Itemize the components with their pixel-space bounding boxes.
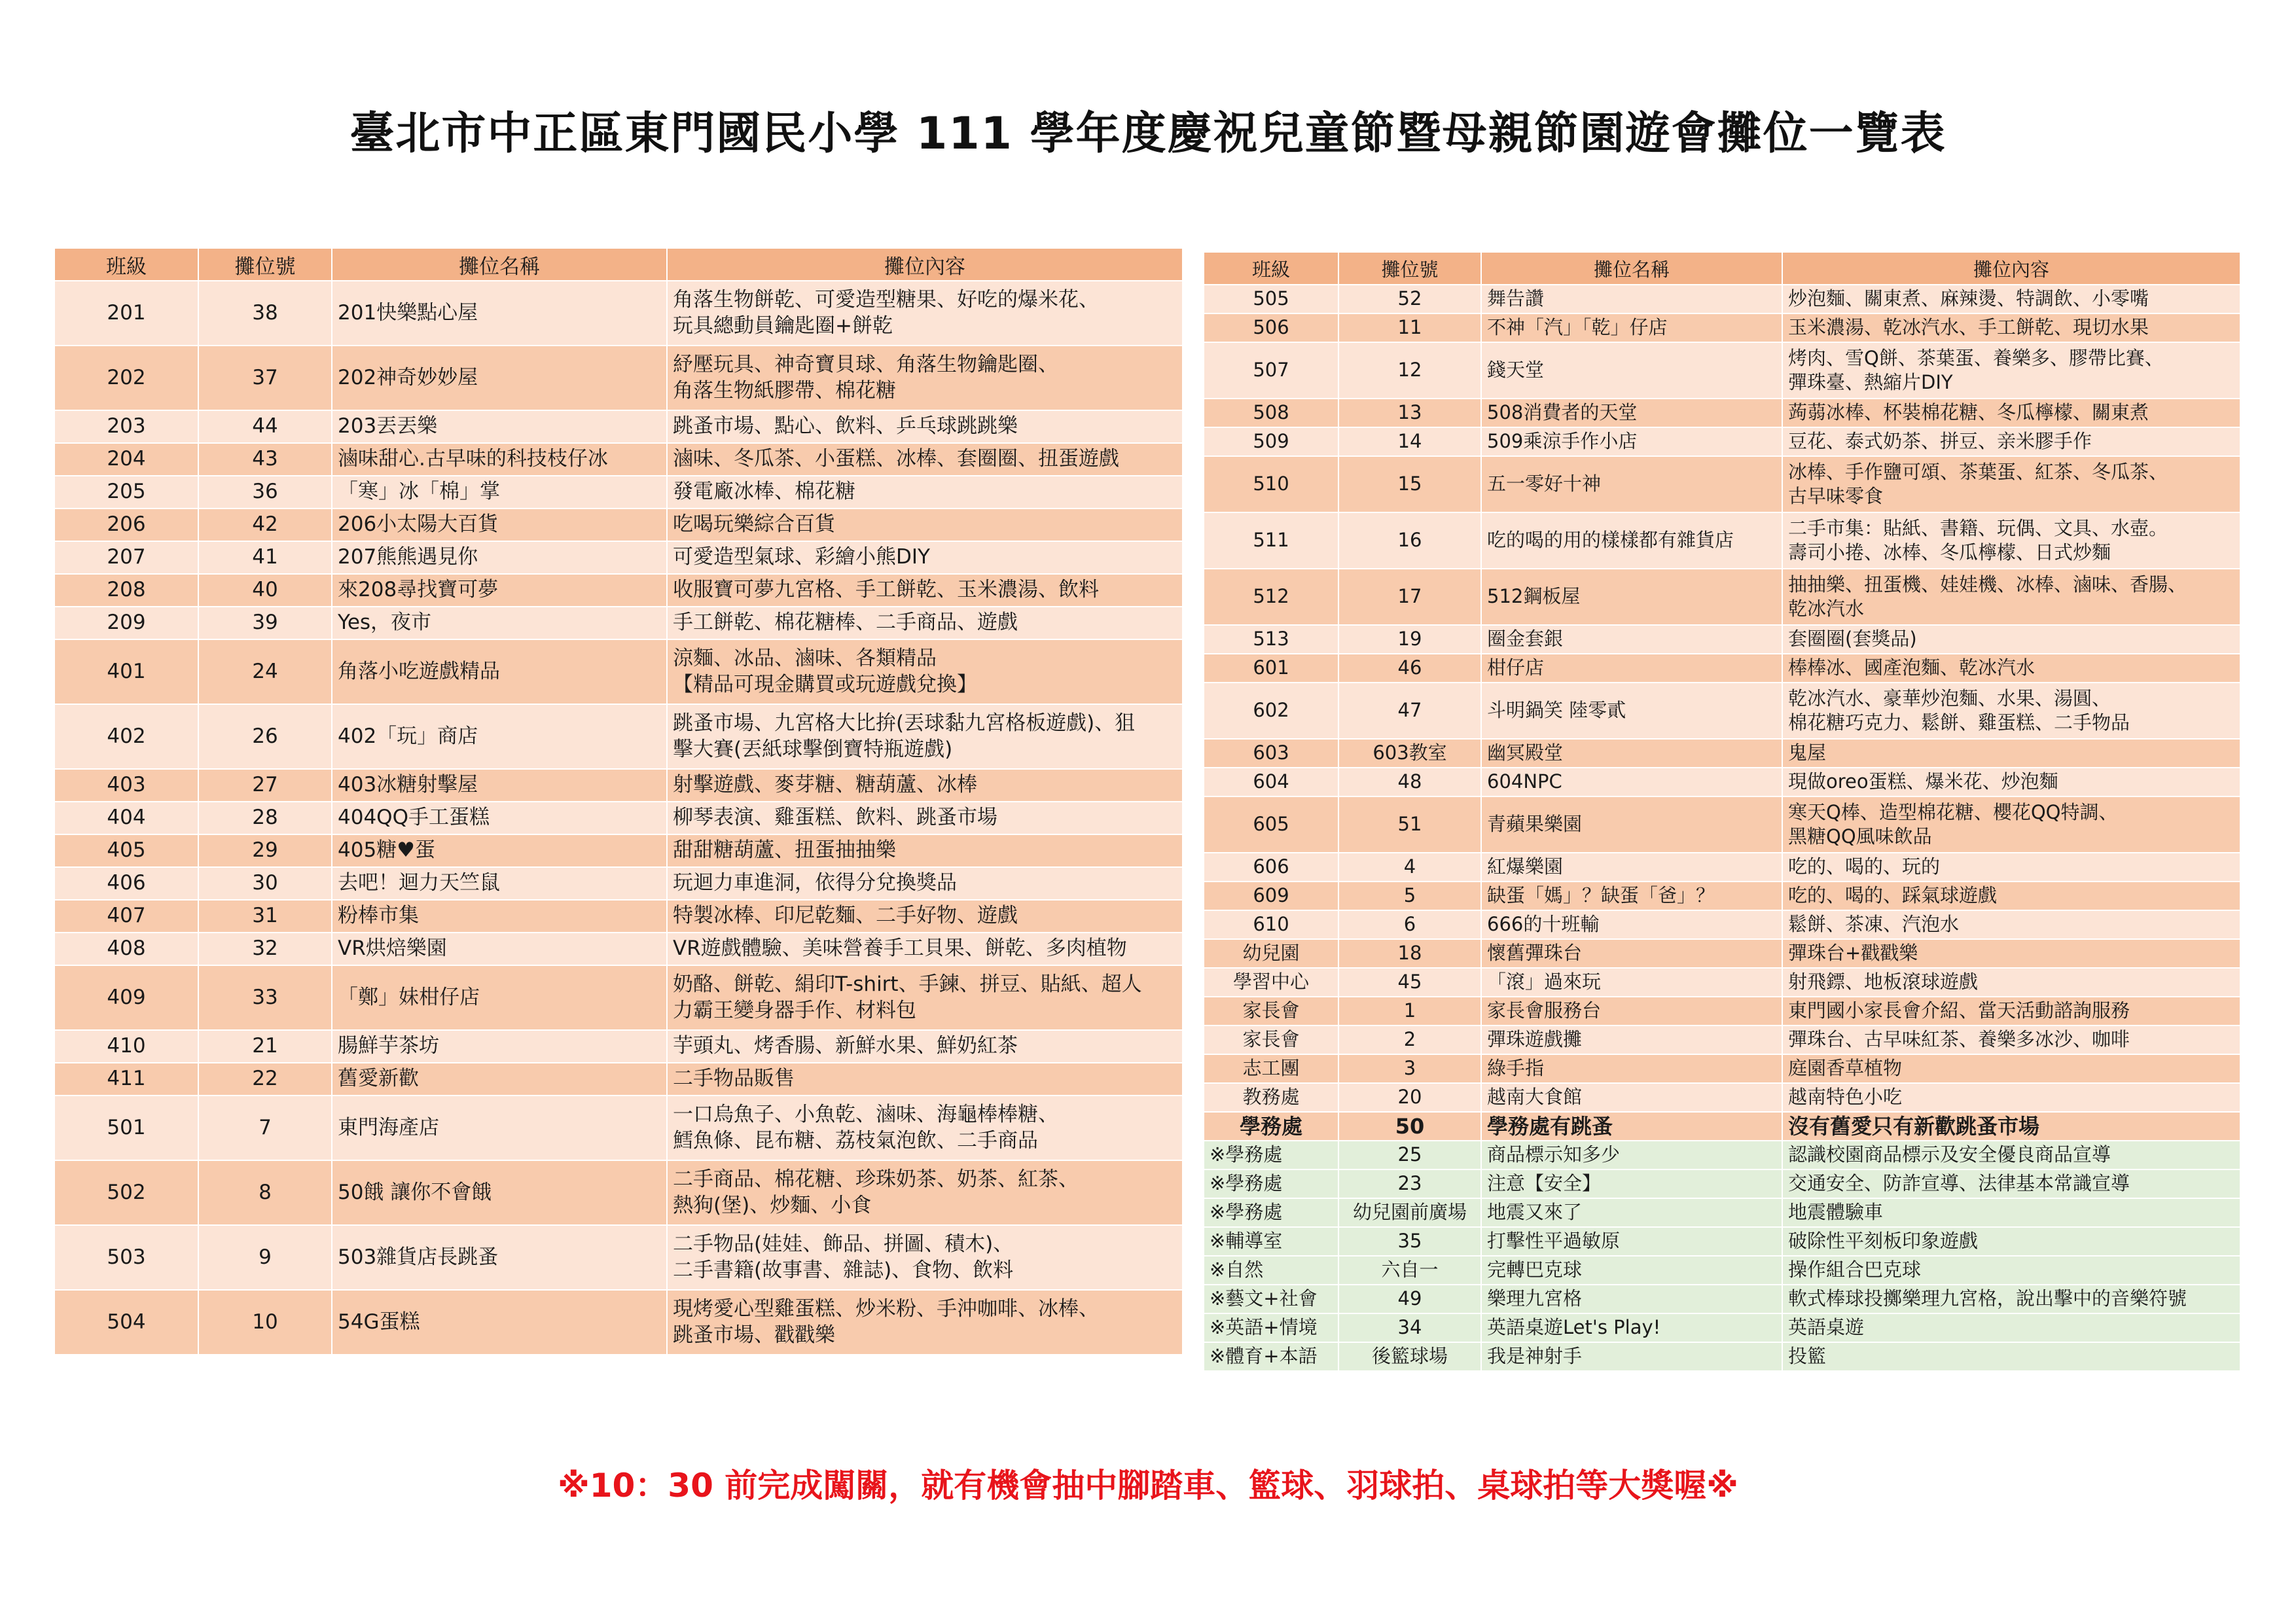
row-booth-name: 彈珠遊戲攤 <box>1481 1026 1782 1054</box>
row-booth-content: 二手物品販售 <box>667 1063 1183 1096</box>
row-booth-content: 收服寶可夢九宮格、手工餅乾、玉米濃湯、飲料 <box>667 574 1183 607</box>
row-booth-number: 39 <box>198 607 332 639</box>
row-class: 209 <box>54 607 198 639</box>
row-booth-content: 認識校園商品標示及安全優良商品宣導 <box>1782 1141 2240 1169</box>
header-booth-name: 攤位名稱 <box>332 248 667 281</box>
table-row <box>54 410 1183 443</box>
row-booth-content: 豆花、泰式奶茶、拼豆、亲米膠手作 <box>1782 427 2240 456</box>
row-booth-number: 六自一 <box>1338 1256 1481 1285</box>
row-class: 411 <box>54 1063 198 1096</box>
row-class: 206 <box>54 508 198 541</box>
row-booth-number: 29 <box>198 834 332 867</box>
table-row <box>1204 939 2240 968</box>
row-class: 207 <box>54 541 198 574</box>
row-booth-content: 現烤愛心型雞蛋糕、炒米粉、手沖咖啡、冰棒、 跳蚤市場、戳戳樂 <box>667 1290 1183 1355</box>
row-booth-name: 503雜貨店長跳蚤 <box>332 1225 667 1290</box>
row-booth-name: 懷舊彈珠台 <box>1481 939 1782 968</box>
row-booth-content: 越南特色小吃 <box>1782 1083 2240 1112</box>
row-booth-content: 玉米濃湯、乾冰汽水、手工餅乾、現切水果 <box>1782 313 2240 342</box>
row-booth-number: 34 <box>1338 1313 1481 1342</box>
row-booth-content: 東門國小家長會介紹、當天活動諮詢服務 <box>1782 997 2240 1026</box>
row-booth-name: 五一零好十神 <box>1481 456 1782 512</box>
row-booth-name: 商品標示知多少 <box>1481 1141 1782 1169</box>
row-booth-number: 33 <box>198 965 332 1030</box>
row-booth-name: 粉棒市集 <box>332 900 667 933</box>
row-booth-content: 角落生物餅乾、可愛造型糖果、好吃的爆米花、 玩具總動員鑰匙圈+餅乾 <box>667 281 1183 346</box>
row-booth-content: 沒有舊愛只有新歡跳蚤市場 <box>1782 1112 2240 1141</box>
booth-table-right-body <box>1204 285 2240 1371</box>
row-booth-number: 20 <box>1338 1083 1481 1112</box>
row-booth-name: 203丟丟樂 <box>332 410 667 443</box>
row-class: 511 <box>1204 512 1338 569</box>
row-booth-content: 破除性平刻板印象遊戲 <box>1782 1227 2240 1256</box>
row-class: 601 <box>1204 654 1338 683</box>
row-booth-name: 「滾」過來玩 <box>1481 968 1782 997</box>
table-row <box>54 476 1183 508</box>
row-booth-content: 庭園香草植物 <box>1782 1054 2240 1083</box>
row-booth-content: 柳琴表演、雞蛋糕、飲料、跳蚤市場 <box>667 802 1183 834</box>
row-booth-name: 斗明鍋笑 陸零貳 <box>1481 683 1782 739</box>
row-class: ※學務處 <box>1204 1141 1338 1169</box>
row-booth-number: 16 <box>1338 512 1481 569</box>
table-row <box>54 704 1183 769</box>
row-booth-content: 射飛鏢、地板滾球遊戲 <box>1782 968 2240 997</box>
table-row <box>1204 654 2240 683</box>
table-row <box>1204 1198 2240 1227</box>
table-header-row <box>54 248 1183 281</box>
table-row <box>54 541 1183 574</box>
row-booth-number: 21 <box>198 1030 332 1063</box>
row-booth-content: 現做oreo蛋糕、爆米花、炒泡麵 <box>1782 768 2240 796</box>
row-booth-number: 27 <box>198 769 332 802</box>
row-class: 502 <box>54 1160 198 1225</box>
row-booth-content: 鬆餅、茶凍、汽泡水 <box>1782 910 2240 939</box>
row-class: 203 <box>54 410 198 443</box>
row-class: 406 <box>54 867 198 900</box>
row-booth-number: 1 <box>1338 997 1481 1026</box>
booth-table-left <box>54 247 1183 1355</box>
row-booth-content: 軟式棒球投擲樂理九宮格，說出擊中的音樂符號 <box>1782 1285 2240 1313</box>
row-booth-name: 舊愛新歡 <box>332 1063 667 1096</box>
prize-notice: ※10：30 前完成闖關，就有機會抽中腳踏車、籃球、羽球拍、桌球拍等大獎喔※ <box>558 1467 1738 1505</box>
row-class: 教務處 <box>1204 1083 1338 1112</box>
row-booth-number: 37 <box>198 346 332 410</box>
row-booth-content: 彈珠台、古早味紅茶、養樂多冰沙、咖啡 <box>1782 1026 2240 1054</box>
row-class: 505 <box>1204 285 1338 313</box>
header-booth-number: 攤位號 <box>1338 252 1481 285</box>
row-class: 學務處 <box>1204 1112 1338 1141</box>
row-booth-content: 手工餅乾、棉花糖棒、二手商品、遊戲 <box>667 607 1183 639</box>
row-booth-content: 乾冰汽水、豪華炒泡麵、水果、湯圓、 棉花糖巧克力、鬆餅、雞蛋糕、二手物品 <box>1782 683 2240 739</box>
table-row <box>1204 796 2240 853</box>
table-row <box>1204 1054 2240 1083</box>
row-booth-number: 22 <box>198 1063 332 1096</box>
row-class: 404 <box>54 802 198 834</box>
row-booth-content: 一口烏魚子、小魚乾、滷味、海龜棒棒糖、 鱈魚條、昆布糖、荔枝氣泡飲、二手商品 <box>667 1096 1183 1160</box>
row-class: 202 <box>54 346 198 410</box>
row-class: 204 <box>54 443 198 476</box>
row-booth-number: 41 <box>198 541 332 574</box>
row-booth-number: 43 <box>198 443 332 476</box>
table-row <box>1204 285 2240 313</box>
row-class: 506 <box>1204 313 1338 342</box>
row-class: 512 <box>1204 569 1338 625</box>
row-booth-name: 去吧！迴力天竺鼠 <box>332 867 667 900</box>
row-booth-content: 炒泡麵、關東煮、麻辣燙、特調飲、小零嘴 <box>1782 285 2240 313</box>
table-row <box>1204 342 2240 399</box>
row-booth-number: 幼兒園前廣場 <box>1338 1198 1481 1227</box>
row-class: 605 <box>1204 796 1338 853</box>
row-booth-number: 9 <box>198 1225 332 1290</box>
row-booth-number: 後籃球場 <box>1338 1342 1481 1371</box>
row-class: 602 <box>1204 683 1338 739</box>
row-class: 507 <box>1204 342 1338 399</box>
row-class: ※自然 <box>1204 1256 1338 1285</box>
row-booth-number: 4 <box>1338 853 1481 882</box>
header-booth-content: 攤位內容 <box>667 248 1183 281</box>
table-row <box>1204 882 2240 910</box>
row-class: ※學務處 <box>1204 1169 1338 1198</box>
row-booth-number: 52 <box>1338 285 1481 313</box>
row-booth-content: 交通安全、防詐宣導、法律基本常識宣導 <box>1782 1169 2240 1198</box>
row-booth-content: 芋頭丸、烤香腸、新鮮水果、鮮奶紅茶 <box>667 1030 1183 1063</box>
row-class: 208 <box>54 574 198 607</box>
row-booth-number: 51 <box>1338 796 1481 853</box>
table-row <box>54 1290 1183 1355</box>
header-booth-name: 攤位名稱 <box>1481 252 1782 285</box>
row-booth-name: 注意【安全】 <box>1481 1169 1782 1198</box>
row-booth-name: 打擊性平過敏原 <box>1481 1227 1782 1256</box>
row-booth-name: 202神奇妙妙屋 <box>332 346 667 410</box>
row-booth-name: 越南大食館 <box>1481 1083 1782 1112</box>
row-booth-number: 28 <box>198 802 332 834</box>
row-booth-number: 40 <box>198 574 332 607</box>
row-booth-number: 11 <box>1338 313 1481 342</box>
row-booth-number: 8 <box>198 1160 332 1225</box>
header-class: 班級 <box>54 248 198 281</box>
row-class: 志工團 <box>1204 1054 1338 1083</box>
table-row <box>54 769 1183 802</box>
row-class: 409 <box>54 965 198 1030</box>
row-booth-number: 18 <box>1338 939 1481 968</box>
row-class: ※藝文+社會 <box>1204 1285 1338 1313</box>
row-booth-name: 完轉巴克球 <box>1481 1256 1782 1285</box>
table-row <box>54 1063 1183 1096</box>
table-row <box>1204 997 2240 1026</box>
table-row <box>54 933 1183 965</box>
row-booth-number: 24 <box>198 639 332 704</box>
row-booth-name: 「鄭」妹柑仔店 <box>332 965 667 1030</box>
row-class: 205 <box>54 476 198 508</box>
table-row <box>1204 853 2240 882</box>
row-booth-number: 603教室 <box>1338 739 1481 768</box>
row-booth-name: 幽冥殿堂 <box>1481 739 1782 768</box>
table-row <box>1204 1227 2240 1256</box>
table-row <box>54 802 1183 834</box>
table-row <box>54 443 1183 476</box>
row-booth-content: 操作組合巴克球 <box>1782 1256 2240 1285</box>
table-row <box>1204 625 2240 654</box>
row-booth-name: 樂理九宮格 <box>1481 1285 1782 1313</box>
row-booth-name: Yes，夜市 <box>332 607 667 639</box>
row-booth-name: 柑仔店 <box>1481 654 1782 683</box>
row-booth-number: 45 <box>1338 968 1481 997</box>
row-booth-content: 二手市集：貼紙、書籍、玩偶、文具、水壺。 壽司小捲、冰棒、冬瓜檸檬、日式炒麵 <box>1782 512 2240 569</box>
row-booth-number: 50 <box>1338 1112 1481 1141</box>
table-row <box>54 867 1183 900</box>
row-booth-content: 投籃 <box>1782 1342 2240 1371</box>
table-row <box>54 1096 1183 1160</box>
row-class: 504 <box>54 1290 198 1355</box>
row-booth-number: 6 <box>1338 910 1481 939</box>
row-booth-content: 烤肉、雪Q餅、茶葉蛋、養樂多、膠帶比賽、 彈珠臺、熱縮片DIY <box>1782 342 2240 399</box>
row-booth-number: 13 <box>1338 399 1481 427</box>
row-booth-name: 404QQ手工蛋糕 <box>332 802 667 834</box>
row-booth-name: 缺蛋「媽」？缺蛋「爸」？ <box>1481 882 1782 910</box>
row-booth-name: 「寒」冰「棉」掌 <box>332 476 667 508</box>
row-booth-name: 舞告讚 <box>1481 285 1782 313</box>
table-row <box>54 1030 1183 1063</box>
row-booth-number: 46 <box>1338 654 1481 683</box>
table-row <box>1204 399 2240 427</box>
row-booth-content: 紓壓玩具、神奇寶貝球、角落生物鑰匙圈、 角落生物紙膠帶、棉花糖 <box>667 346 1183 410</box>
row-booth-number: 25 <box>1338 1141 1481 1169</box>
row-booth-number: 48 <box>1338 768 1481 796</box>
row-booth-number: 14 <box>1338 427 1481 456</box>
row-booth-number: 26 <box>198 704 332 769</box>
row-booth-number: 31 <box>198 900 332 933</box>
row-booth-content: 涼麵、冰品、滷味、各類精品 【精品可現金購買或玩遊戲兌換】 <box>667 639 1183 704</box>
row-booth-name: 青蘋果樂園 <box>1481 796 1782 853</box>
table-row <box>1204 456 2240 512</box>
row-booth-content: 吃的、喝的、玩的 <box>1782 853 2240 882</box>
row-booth-name: 學務處有跳蚤 <box>1481 1112 1782 1141</box>
row-booth-name: 角落小吃遊戲精品 <box>332 639 667 704</box>
row-booth-name: 666的十班輸 <box>1481 910 1782 939</box>
row-class: 407 <box>54 900 198 933</box>
row-booth-name: 家長會服務台 <box>1481 997 1782 1026</box>
row-class: 403 <box>54 769 198 802</box>
booth-table-left-body <box>54 281 1183 1355</box>
row-booth-content: 跳蚤市場、點心、飲料、乒乓球跳跳樂 <box>667 410 1183 443</box>
row-booth-content: 特製冰棒、印尼乾麵、二手好物、遊戲 <box>667 900 1183 933</box>
table-row <box>1204 910 2240 939</box>
table-header-row <box>1204 252 2240 285</box>
row-booth-number: 30 <box>198 867 332 900</box>
row-class: 609 <box>1204 882 1338 910</box>
row-class: 幼兒園 <box>1204 939 1338 968</box>
row-booth-content: 寒天Q棒、造型棉花糖、櫻花QQ特調、 黑糖QQ風味飲品 <box>1782 796 2240 853</box>
row-booth-content: 二手商品、棉花糖、珍珠奶茶、奶茶、紅茶、 熱狗(堡)、炒麵、小食 <box>667 1160 1183 1225</box>
row-booth-content: VR遊戲體驗、美味營養手工貝果、餅乾、多肉植物 <box>667 933 1183 965</box>
row-booth-content: 奶酪、餅乾、絹印T-shirt、手鍊、拼豆、貼紙、超人 力霸王變身器手作、材料包 <box>667 965 1183 1030</box>
row-class: 410 <box>54 1030 198 1063</box>
row-class: 606 <box>1204 853 1338 882</box>
row-booth-content: 滷味、冬瓜茶、小蛋糕、冰棒、套圈圈、扭蛋遊戲 <box>667 443 1183 476</box>
row-class: 604 <box>1204 768 1338 796</box>
row-booth-number: 19 <box>1338 625 1481 654</box>
row-booth-name: 腸鮮芋茶坊 <box>332 1030 667 1063</box>
table-row <box>1204 1342 2240 1371</box>
row-booth-content: 地震體驗車 <box>1782 1198 2240 1227</box>
table-row <box>54 900 1183 933</box>
row-booth-content: 吃的、喝的、踩氣球遊戲 <box>1782 882 2240 910</box>
row-booth-name: 201快樂點心屋 <box>332 281 667 346</box>
table-row <box>1204 1285 2240 1313</box>
row-booth-content: 跳蚤市場、九宮格大比拚(丟球黏九宮格板遊戲)、狙 擊大賽(丟紙球擊倒寶特瓶遊戲) <box>667 704 1183 769</box>
row-class: 405 <box>54 834 198 867</box>
row-class: 509 <box>1204 427 1338 456</box>
row-booth-number: 42 <box>198 508 332 541</box>
page-title: 臺北市中正區東門國民小學 111 學年度慶祝兒童節暨母親節園遊會攤位一覽表 <box>350 108 1946 160</box>
table-row <box>54 1160 1183 1225</box>
row-booth-number: 23 <box>1338 1169 1481 1198</box>
row-booth-number: 32 <box>198 933 332 965</box>
row-booth-name: 滷味甜心.古早味的科技枝仔冰 <box>332 443 667 476</box>
row-class: 513 <box>1204 625 1338 654</box>
row-booth-name: 錢天堂 <box>1481 342 1782 399</box>
row-class: 402 <box>54 704 198 769</box>
row-booth-name: 不神「汽」「乾」仔店 <box>1481 313 1782 342</box>
row-booth-number: 15 <box>1338 456 1481 512</box>
row-booth-name: 英語桌遊Let's Play! <box>1481 1313 1782 1342</box>
table-row <box>1204 1169 2240 1198</box>
row-class: 501 <box>54 1096 198 1160</box>
row-class: 610 <box>1204 910 1338 939</box>
table-row <box>54 508 1183 541</box>
table-row <box>54 1225 1183 1290</box>
row-booth-content: 射擊遊戲、麥芽糖、糖葫蘆、冰棒 <box>667 769 1183 802</box>
row-booth-name: 50餓 讓你不會餓 <box>332 1160 667 1225</box>
row-booth-number: 35 <box>1338 1227 1481 1256</box>
row-class: 508 <box>1204 399 1338 427</box>
row-booth-content: 鬼屋 <box>1782 739 2240 768</box>
row-class: 510 <box>1204 456 1338 512</box>
row-booth-name: 來208尋找寶可夢 <box>332 574 667 607</box>
table-row <box>1204 683 2240 739</box>
row-booth-content: 發電廠冰棒、棉花糖 <box>667 476 1183 508</box>
table-row <box>54 574 1183 607</box>
row-booth-content: 玩迴力車進洞，依得分兌換獎品 <box>667 867 1183 900</box>
table-row <box>1204 1026 2240 1054</box>
row-class: ※體育+本語 <box>1204 1342 1338 1371</box>
table-row <box>1204 313 2240 342</box>
row-booth-name: 54G蛋糕 <box>332 1290 667 1355</box>
header-booth-number: 攤位號 <box>198 248 332 281</box>
row-booth-content: 甜甜糖葫蘆、扭蛋抽抽樂 <box>667 834 1183 867</box>
table-row <box>54 639 1183 704</box>
row-booth-number: 7 <box>198 1096 332 1160</box>
table-row <box>54 281 1183 346</box>
table-row <box>1204 968 2240 997</box>
table-row <box>1204 1141 2240 1169</box>
row-booth-content: 抽抽樂、扭蛋機、娃娃機、冰棒、滷味、香腸、 乾冰汽水 <box>1782 569 2240 625</box>
booth-table-right <box>1203 251 2241 1372</box>
table-row <box>54 834 1183 867</box>
row-class: ※學務處 <box>1204 1198 1338 1227</box>
table-row <box>54 607 1183 639</box>
row-booth-number: 10 <box>198 1290 332 1355</box>
row-booth-content: 可愛造型氣球、彩繪小熊DIY <box>667 541 1183 574</box>
row-booth-name: VR烘焙樂園 <box>332 933 667 965</box>
row-class: 408 <box>54 933 198 965</box>
row-booth-content: 冰棒、手作鹽可頌、茶葉蛋、紅茶、冬瓜茶、 古早味零食 <box>1782 456 2240 512</box>
row-booth-name: 紅爆樂園 <box>1481 853 1782 882</box>
row-booth-number: 49 <box>1338 1285 1481 1313</box>
row-booth-content: 蒟蒻冰棒、杯裝棉花糖、冬瓜檸檬、關東煮 <box>1782 399 2240 427</box>
row-booth-name: 509乘涼手作小店 <box>1481 427 1782 456</box>
row-booth-name: 508消費者的天堂 <box>1481 399 1782 427</box>
row-booth-name: 206小太陽大百貨 <box>332 508 667 541</box>
row-booth-content: 棒棒冰、國產泡麵、乾冰汽水 <box>1782 654 2240 683</box>
table-row <box>1204 427 2240 456</box>
row-booth-name: 403冰糖射擊屋 <box>332 769 667 802</box>
table-row <box>1204 1313 2240 1342</box>
row-booth-number: 38 <box>198 281 332 346</box>
row-booth-name: 我是神射手 <box>1481 1342 1782 1371</box>
row-booth-name: 圈金套銀 <box>1481 625 1782 654</box>
row-booth-name: 512鋼板屋 <box>1481 569 1782 625</box>
row-booth-content: 英語桌遊 <box>1782 1313 2240 1342</box>
table-row <box>1204 768 2240 796</box>
row-booth-content: 彈珠台+戳戳樂 <box>1782 939 2240 968</box>
row-class: ※輔導室 <box>1204 1227 1338 1256</box>
row-booth-name: 405糖♥蛋 <box>332 834 667 867</box>
table-row <box>1204 569 2240 625</box>
row-booth-number: 12 <box>1338 342 1481 399</box>
row-class: 家長會 <box>1204 1026 1338 1054</box>
row-booth-content: 套圈圈(套獎品) <box>1782 625 2240 654</box>
row-booth-number: 36 <box>198 476 332 508</box>
row-booth-number: 5 <box>1338 882 1481 910</box>
row-booth-number: 17 <box>1338 569 1481 625</box>
header-class: 班級 <box>1204 252 1338 285</box>
row-class: 201 <box>54 281 198 346</box>
table-row <box>1204 1112 2240 1141</box>
row-booth-name: 207熊熊遇見你 <box>332 541 667 574</box>
row-class: 家長會 <box>1204 997 1338 1026</box>
row-booth-content: 二手物品(娃娃、飾品、拼圖、積木)、 二手書籍(故事書、雜誌)、食物、飲料 <box>667 1225 1183 1290</box>
table-row <box>1204 512 2240 569</box>
row-class: ※英語+情境 <box>1204 1313 1338 1342</box>
row-booth-name: 604NPC <box>1481 768 1782 796</box>
table-row <box>1204 1256 2240 1285</box>
table-row <box>54 965 1183 1030</box>
row-class: 學習中心 <box>1204 968 1338 997</box>
table-row <box>1204 1083 2240 1112</box>
table-row <box>1204 739 2240 768</box>
row-booth-content: 吃喝玩樂綜合百貨 <box>667 508 1183 541</box>
row-booth-number: 2 <box>1338 1026 1481 1054</box>
row-class: 503 <box>54 1225 198 1290</box>
row-class: 401 <box>54 639 198 704</box>
row-booth-number: 3 <box>1338 1054 1481 1083</box>
row-booth-name: 402「玩」商店 <box>332 704 667 769</box>
row-class: 603 <box>1204 739 1338 768</box>
row-booth-name: 綠手指 <box>1481 1054 1782 1083</box>
table-row <box>54 346 1183 410</box>
row-booth-number: 44 <box>198 410 332 443</box>
row-booth-name: 吃的喝的用的樣樣都有雜貨店 <box>1481 512 1782 569</box>
row-booth-name: 地震又來了 <box>1481 1198 1782 1227</box>
header-booth-content: 攤位內容 <box>1782 252 2240 285</box>
row-booth-name: 東門海產店 <box>332 1096 667 1160</box>
row-booth-number: 47 <box>1338 683 1481 739</box>
